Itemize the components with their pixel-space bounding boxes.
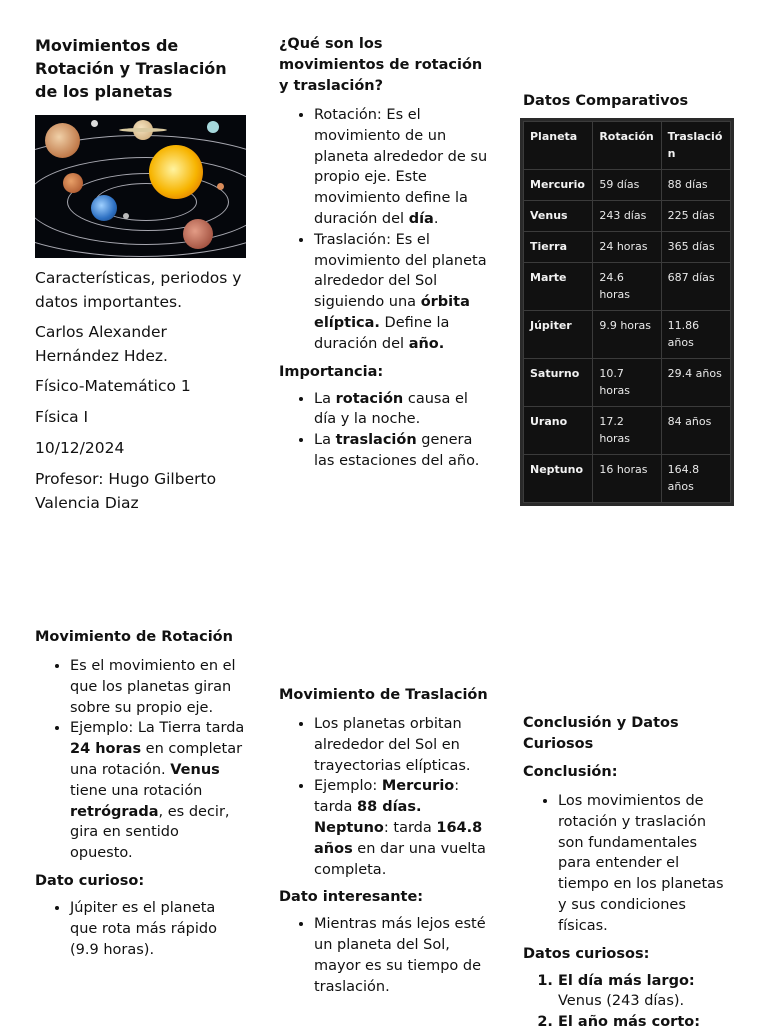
uranus-icon (207, 121, 219, 133)
intro-panel (279, 34, 489, 472)
table-header-row (524, 122, 731, 170)
conclusion-subheading: Conclusión: (523, 764, 618, 780)
rotacion-panel (35, 627, 245, 960)
translation-cell: 365 días (661, 232, 730, 263)
translation-cell: 29.4 años (661, 359, 730, 407)
document-title: Movimientos de Rotación y Traslación de los planetas (35, 36, 227, 101)
dato-interesante-heading: Dato interesante: (279, 889, 424, 906)
dato-interesante-list (279, 914, 489, 997)
author: Carlos Alexander Hernández Hdez. (35, 323, 168, 365)
header-cell: Planeta (524, 122, 593, 170)
table-row (524, 311, 731, 359)
list-item: • Rotación: Es el movimiento de un planeta alrededor de su propio eje. Este movimiento define la duración del día. (314, 105, 489, 230)
sun-icon (149, 145, 203, 199)
planet-name-cell: Saturno (524, 359, 593, 407)
traslacion-panel (279, 685, 489, 998)
translation-cell: 84 años (661, 407, 730, 455)
header-cell: Rotación (593, 122, 661, 170)
translation-cell: 225 días (661, 201, 730, 232)
jupiter-icon (45, 123, 80, 158)
planet-name-cell: Neptuno (524, 455, 593, 503)
datos-curiosos-heading: Datos curiosos: (523, 945, 650, 962)
rotation-cell: 16 horas (593, 455, 661, 503)
table-row (524, 263, 731, 311)
rotation-cell: 59 días (593, 170, 661, 201)
conclusion-heading: Conclusión y Datos Curiosos (523, 715, 679, 752)
solar-system-image (35, 115, 246, 258)
list-item: • La rotación causa el día y la noche. (314, 389, 489, 431)
conclusion-panel (523, 713, 733, 1033)
teacher: Profesor: Hugo Gilberto Valencia Diaz (35, 470, 217, 512)
list-item: • Los movimientos de rotación y traslación son fundamentales para entender el tiempo en los planetas y sus condiciones físicas. (558, 791, 733, 937)
header-cell: Traslación (661, 122, 730, 170)
small-planet-icon (91, 120, 98, 127)
list-item: • Ejemplo: La Tierra tarda 24 horas en completar una rotación. Venus tiene una rotación retrógrada, es decir, gira en sentido opuesto. (70, 718, 245, 864)
table-row (524, 359, 731, 407)
dato-curioso-list (35, 898, 245, 960)
rotacion-heading: Movimiento de Rotación (35, 629, 233, 645)
rotacion-list (35, 656, 245, 864)
list-item: • Ejemplo: Mercurio: tarda 88 días. Neptuno: tarda 164.8 años en dar una vuelta completa. (314, 776, 489, 880)
cover-panel (35, 34, 250, 515)
traslacion-heading: Movimiento de Traslación (279, 687, 488, 703)
planet-name-cell: Venus (524, 201, 593, 232)
group: Físico-Matemático 1 (35, 377, 191, 395)
list-item: • La traslación genera las estaciones del año. (314, 430, 489, 472)
rotation-cell: 17.2 horas (593, 407, 661, 455)
table-row (524, 201, 731, 232)
list-item: 1. El día más largo: Venus (243 días). (558, 971, 733, 1013)
list-item: • Es el movimiento en el que los planetas giran sobre su propio eje. (70, 656, 245, 718)
comparativos-heading: Datos Comparativos (523, 93, 689, 109)
table-row (524, 170, 731, 201)
rotation-cell: 9.9 horas (593, 311, 661, 359)
table-row (524, 455, 731, 503)
translation-cell: 164.8 años (661, 455, 730, 503)
planet-name-cell: Urano (524, 407, 593, 455)
dato-curioso-heading: Dato curioso: (35, 872, 145, 889)
list-item: 2. El año más corto: (558, 1012, 733, 1033)
intro-heading: ¿Qué son los movimientos de rotación y traslación? (279, 36, 483, 94)
conclusion-list (523, 791, 733, 937)
list-item: • Júpiter es el planeta que rota más rápido (9.9 horas). (70, 898, 245, 960)
neptune-icon (183, 219, 213, 249)
planet-name-cell: Júpiter (524, 311, 593, 359)
mars-icon (63, 173, 83, 193)
translation-cell: 687 días (661, 263, 730, 311)
rotation-cell: 24.6 horas (593, 263, 661, 311)
importancia-heading: Importancia: (279, 363, 384, 380)
translation-cell: 11.86 años (661, 311, 730, 359)
subject: Física I (35, 408, 89, 426)
planet-table (523, 121, 731, 503)
table-row (524, 407, 731, 455)
list-item: • Los planetas orbitan alrededor del Sol en trayectorias elípticas. (314, 714, 489, 776)
traslacion-list (279, 714, 489, 880)
definitions-list (279, 105, 489, 355)
importancia-list (279, 389, 489, 472)
rotation-cell: 24 horas (593, 232, 661, 263)
comparativos-panel (523, 91, 738, 503)
list-item: • Mientras más lejos esté un planeta del Sol, mayor es su tiempo de traslación. (314, 914, 489, 997)
planet-name-cell: Mercurio (524, 170, 593, 201)
rotation-cell: 10.7 horas (593, 359, 661, 407)
table-row (524, 232, 731, 263)
list-item: • Traslación: Es el movimiento del planeta alrededor del Sol siguiendo una órbita elíptica. Define la duración del año. (314, 230, 489, 355)
subtitle: Características, periodos y datos importantes. (35, 269, 242, 311)
planet-name-cell: Marte (524, 263, 593, 311)
rotation-cell: 243 días (593, 201, 661, 232)
date: 10/12/2024 (35, 439, 125, 457)
translation-cell: 88 días (661, 170, 730, 201)
planet-name-cell: Tierra (524, 232, 593, 263)
earth-icon (91, 195, 117, 221)
